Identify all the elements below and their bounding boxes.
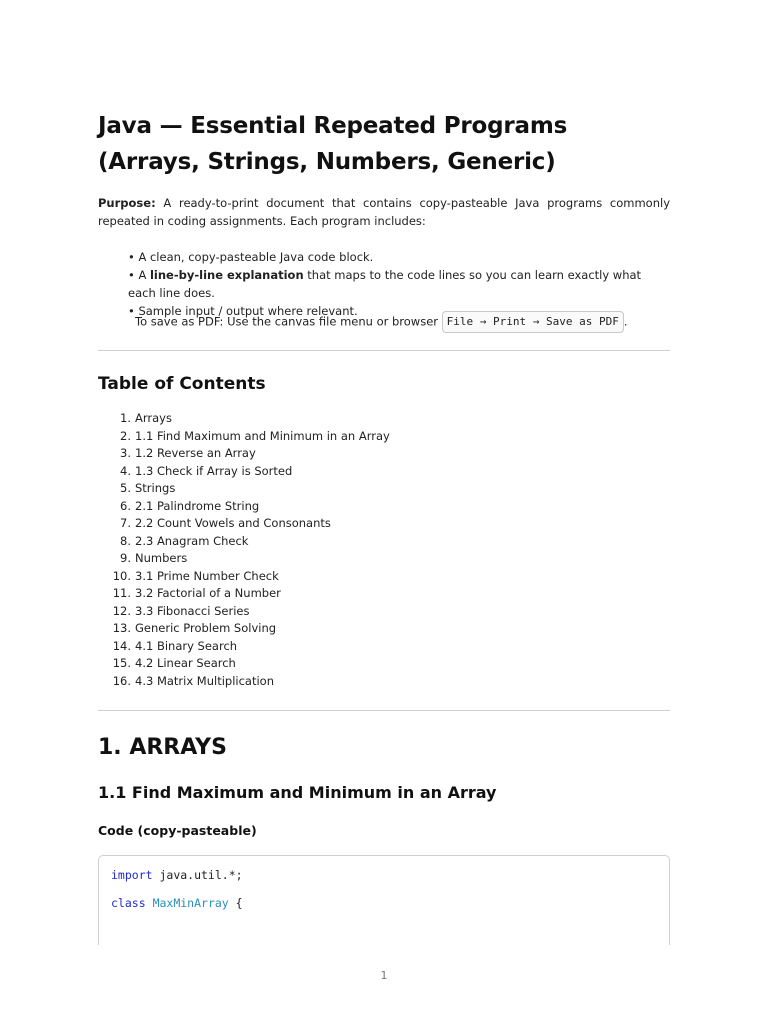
toc-item-number: 16. [112, 673, 131, 688]
toc-item[interactable] [98, 533, 498, 551]
toc-item-label: Arrays [135, 411, 172, 425]
purpose-label: Purpose: [98, 196, 156, 210]
toc-item-label: Generic Problem Solving [135, 621, 277, 635]
save-as-pdf-note [135, 311, 628, 333]
toc-item-number: 4. [120, 463, 131, 478]
toc-item-label: 1.3 Check if Array is Sorted [135, 463, 293, 478]
list-item-text: Sample input / output where relevant. [138, 304, 358, 318]
toc-item-label: 2.1 Palindrome String [135, 498, 260, 513]
code-line [111, 896, 657, 910]
document-title: Java — Essential Repeated Programs (Arrays, Strings, Numbers, Generic) [98, 113, 568, 175]
toc-item[interactable] [98, 585, 498, 603]
list-item [128, 266, 668, 302]
toc-item[interactable] [98, 603, 498, 621]
code-text: { [228, 896, 243, 910]
toc-item-number: 13. [112, 621, 131, 635]
code-blank-line [111, 882, 657, 896]
toc-item-label: 1.1 Find Maximum and Minimum in an Array [135, 428, 390, 443]
toc-item-number: 6. [120, 498, 131, 513]
toc-item-number: 1. [120, 411, 131, 425]
divider [98, 350, 670, 351]
toc-item-number: 7. [120, 516, 131, 530]
toc-item-label: 4.3 Matrix Multiplication [135, 673, 275, 688]
code-keyword: import [111, 868, 153, 882]
toc-item-label: 2.3 Anagram Check [135, 533, 249, 548]
toc-item[interactable] [98, 498, 498, 516]
purpose-text: A ready-to-print document that contains copy-pasteable Java programs commonly repeated in coding assignments. Each program includes: [98, 196, 670, 228]
code-heading: Code (copy-pasteable) [98, 823, 257, 838]
toc-item-label: 3.2 Factorial of a Number [135, 586, 281, 600]
toc-item[interactable] [98, 410, 498, 428]
subsection-heading: 1.1 Find Maximum and Minimum in an Array [98, 783, 497, 802]
divider [98, 710, 670, 711]
toc-item-label: 4.2 Linear Search [135, 656, 236, 670]
toc-item-label: Numbers [135, 551, 188, 565]
toc-item-label: 3.3 Fibonacci Series [135, 603, 250, 618]
toc-item[interactable] [98, 480, 498, 498]
list-item-bold-text: line-by-line explanation [149, 268, 304, 282]
toc-item-number: 3. [120, 446, 131, 460]
toc-item-label: 4.1 Binary Search [135, 638, 238, 653]
save-note-text: To save as PDF: Use the canvas file menu or browser [135, 314, 442, 329]
toc-item-label: 2.2 Count Vowels and Consonants [135, 516, 331, 530]
toc-item-number: 8. [120, 533, 131, 548]
toc-item-number: 10. [112, 568, 131, 583]
toc-item[interactable] [98, 515, 498, 533]
toc-item-number: 2. [120, 428, 131, 443]
toc-item-number: 11. [112, 586, 131, 600]
toc-item[interactable] [98, 673, 498, 691]
toc-item[interactable] [98, 620, 498, 638]
toc-item-number: 9. [120, 551, 131, 565]
toc-item-label: Strings [135, 481, 176, 495]
menu-path-code: File → Print → Save as PDF [442, 311, 624, 333]
toc-item-number: 12. [112, 603, 131, 618]
toc-item-label: 3.1 Prime Number Check [135, 568, 279, 583]
toc-item[interactable] [98, 445, 498, 463]
code-text: java.util.*; [152, 868, 243, 882]
section-heading: 1. ARRAYS [98, 735, 227, 760]
toc-item[interactable] [98, 428, 498, 446]
toc-item-number: 5. [120, 481, 131, 495]
toc-item[interactable] [98, 568, 498, 586]
toc-item-number: 14. [112, 638, 131, 653]
list-item [128, 248, 668, 266]
code-line [111, 868, 657, 882]
code-class-name: MaxMinArray [152, 896, 229, 910]
list-item-text: A clean, copy-pasteable Java code block. [138, 250, 374, 264]
list-item-text: that maps to the code lines so you can learn exactly what each line does. [128, 268, 642, 300]
save-note-end: . [623, 314, 628, 329]
toc-item-label: 1.2 Reverse an Array [135, 446, 256, 460]
feature-list [128, 248, 668, 320]
toc-heading: Table of Contents [98, 374, 266, 394]
list-item-text: A [138, 268, 150, 282]
toc-item[interactable] [98, 463, 498, 481]
toc-item-number: 15. [112, 656, 131, 670]
page-number: 1 [380, 969, 388, 982]
table-of-contents [98, 410, 498, 690]
toc-item[interactable] [98, 638, 498, 656]
toc-item[interactable] [98, 550, 498, 568]
toc-item[interactable] [98, 655, 498, 673]
purpose-paragraph [98, 194, 670, 230]
code-block[interactable] [98, 855, 670, 945]
code-keyword: class [111, 896, 146, 910]
